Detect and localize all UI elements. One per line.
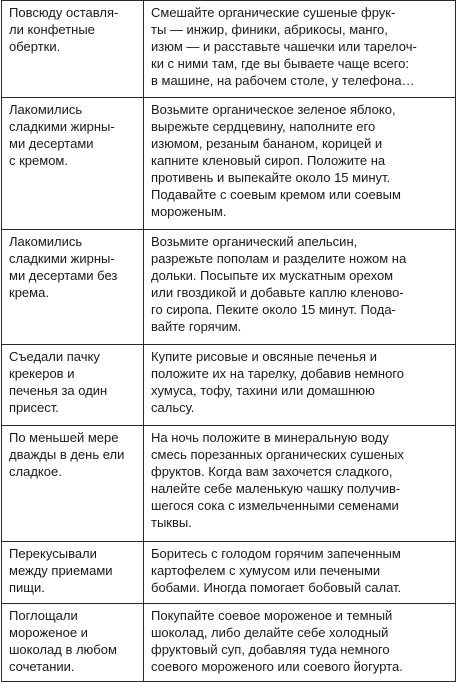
habit-cell bbox=[2, 230, 144, 345]
advice-cell bbox=[144, 230, 456, 345]
table-row bbox=[2, 426, 456, 542]
advice-text: Покупайте соевое мороженое и темный шоколад, либо делайте себе холодный фруктовый суп, добавляя туда немного соевого мороженого или соевого йогурта. bbox=[151, 608, 403, 674]
advice-text: Возьмите органическое зеленое яблоко, вырежьте сердцевину, наполните его изюмом, резаным бананом, корицей и капните кленовый сироп. Положите на противень и выпекайте около 15 минут. Подавайте с соевым кремом или соевым мороженым. bbox=[151, 102, 401, 219]
habit-text: Перекусывали между приемами пищи. bbox=[9, 546, 113, 595]
habit-cell bbox=[2, 426, 144, 542]
advice-text: На ночь положите в минеральную воду смесь порезанных органических сушеных фруктов. Когда вам захочется сладкого, налейте себе маленькую чашку получив- шегося сока с измельченными семенами тыквы. bbox=[151, 430, 404, 530]
advice-cell bbox=[144, 542, 456, 604]
advice-cell bbox=[144, 345, 456, 426]
habit-cell bbox=[2, 542, 144, 604]
advice-text: Боритесь с голодом горячим запеченным картофелем с хумусом или печеными бобами. Иногда помогает бобовый салат. bbox=[151, 546, 402, 595]
habit-text: Лакомились сладкими жирны- ми десертами без крема. bbox=[9, 234, 118, 300]
habit-text: Лакомились сладкими жирны- ми десертами с кремом. bbox=[9, 102, 115, 168]
advice-cell bbox=[144, 426, 456, 542]
habit-text: Повсюду оставля- ли конфетные обертки. bbox=[9, 5, 119, 54]
habit-cell bbox=[2, 345, 144, 426]
advice-text: Купите рисовые и овсяные печенья и положите их на тарелку, добавив немного хумуса, тофу, тахини или домашнюю сальсу. bbox=[151, 349, 405, 415]
table-row bbox=[2, 98, 456, 230]
table-row bbox=[2, 604, 456, 682]
table-row bbox=[2, 345, 456, 426]
habit-cell bbox=[2, 1, 144, 98]
habit-text: Съедали пачку крекеров и печенья за один присест. bbox=[9, 349, 108, 415]
habit-text: По меньшей мере дважды в день ели сладкое. bbox=[9, 430, 125, 479]
habit-text: Поглощали мороженое и шоколад в любом сочетании. bbox=[9, 608, 117, 674]
table-row bbox=[2, 230, 456, 345]
table-row bbox=[2, 1, 456, 98]
habits-advice-table bbox=[1, 0, 456, 682]
table-row bbox=[2, 542, 456, 604]
advice-text: Возьмите органический апельсин, разрежьте пополам и разделите ножом на дольки. Посыпьте их мускатным орехом или гвоздикой и добавьте каплю кленово- го сиропа. Пеките около 15 минут. Пода- вайте горячим. bbox=[151, 234, 407, 334]
habit-cell bbox=[2, 604, 144, 682]
advice-cell bbox=[144, 1, 456, 98]
habit-cell bbox=[2, 98, 144, 230]
advice-text: Смешайте органические сушеные фрук- ты — инжир, финики, абрикосы, манго, изюм — и расставьте чашечки или тарелоч- ки с ними там, где вы бываете чаще всего: в машине, на рабочем столе, у телефона… bbox=[151, 5, 417, 88]
advice-cell bbox=[144, 98, 456, 230]
advice-cell bbox=[144, 604, 456, 682]
